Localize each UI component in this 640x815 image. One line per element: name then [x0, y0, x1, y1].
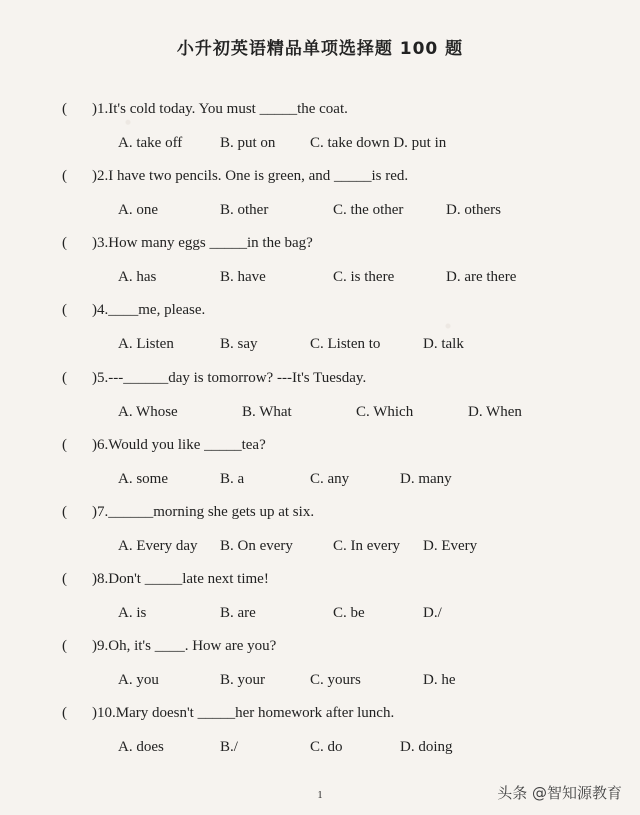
question-stem: )9.Oh, it's ____. How are you?: [92, 638, 277, 654]
answer-paren: (: [62, 705, 67, 721]
option: C. yours: [310, 672, 361, 688]
option: A. some: [118, 471, 168, 487]
question-stem: )8.Don't _____late next time!: [92, 571, 269, 587]
option: C. Which: [356, 404, 414, 420]
option: A. one: [118, 202, 158, 218]
answer-paren: (: [62, 638, 67, 654]
option: C. the other: [333, 202, 404, 218]
answer-paren: (: [62, 370, 67, 386]
answer-paren: (: [62, 571, 67, 587]
option: B. other: [220, 202, 269, 218]
option: C. In every: [333, 538, 401, 554]
option: A. Every day: [118, 538, 198, 554]
option: A. is: [118, 605, 147, 621]
answer-paren: (: [62, 235, 67, 251]
option: B. a: [220, 471, 245, 487]
option: A. has: [118, 269, 157, 285]
option: D. talk: [423, 336, 464, 352]
option: D. When: [468, 404, 522, 420]
option: C. is there: [333, 269, 395, 285]
option: A. does: [118, 739, 164, 755]
option: A. Whose: [118, 404, 178, 420]
question-stem: )3.How many eggs _____in the bag?: [92, 235, 313, 251]
question-stem: )5.---______day is tomorrow? ---It's Tuesday.: [92, 370, 367, 386]
option: C. be: [333, 605, 365, 621]
question-stem: )6.Would you like _____tea?: [92, 437, 266, 453]
option: B. are: [220, 605, 256, 621]
option: C. Listen to: [310, 336, 381, 352]
option: A. Listen: [118, 336, 174, 352]
option: B. your: [220, 672, 265, 688]
answer-paren: (: [62, 302, 67, 318]
answer-paren: (: [62, 437, 67, 453]
document-title: 小升初英语精品单项选择题 100 题: [176, 39, 464, 59]
question-stem: )2.I have two pencils. One is green, and _____is red.: [92, 168, 409, 184]
question-stem: )1.It's cold today. You must _____the coat.: [92, 101, 348, 117]
option: D./: [423, 605, 442, 621]
option: B./: [220, 739, 238, 755]
option: C. take down D. put in: [310, 135, 447, 151]
watermark: 头条 @智知源教育: [497, 784, 622, 802]
option: D. he: [423, 672, 456, 688]
option: C. do: [310, 739, 343, 755]
question-stem: )4.____me, please.: [92, 302, 206, 318]
option: D. doing: [400, 739, 453, 755]
option: A. take off: [118, 135, 183, 151]
answer-paren: (: [62, 504, 67, 520]
option: D. Every: [423, 538, 478, 554]
option: B. have: [220, 269, 266, 285]
option: D. are there: [446, 269, 517, 285]
option: D. others: [446, 202, 501, 218]
option: C. any: [310, 471, 350, 487]
page-number: 1: [317, 790, 323, 801]
option: B. say: [220, 336, 258, 352]
question-stem: )7.______morning she gets up at six.: [92, 504, 315, 520]
option: B. What: [242, 404, 292, 420]
answer-paren: (: [62, 168, 67, 184]
option: A. you: [118, 672, 159, 688]
option: B. put on: [220, 135, 276, 151]
answer-paren: (: [62, 101, 67, 117]
question-stem: )10.Mary doesn't _____her homework after lunch.: [92, 705, 395, 721]
option: D. many: [400, 471, 452, 487]
option: B. On every: [220, 538, 293, 554]
